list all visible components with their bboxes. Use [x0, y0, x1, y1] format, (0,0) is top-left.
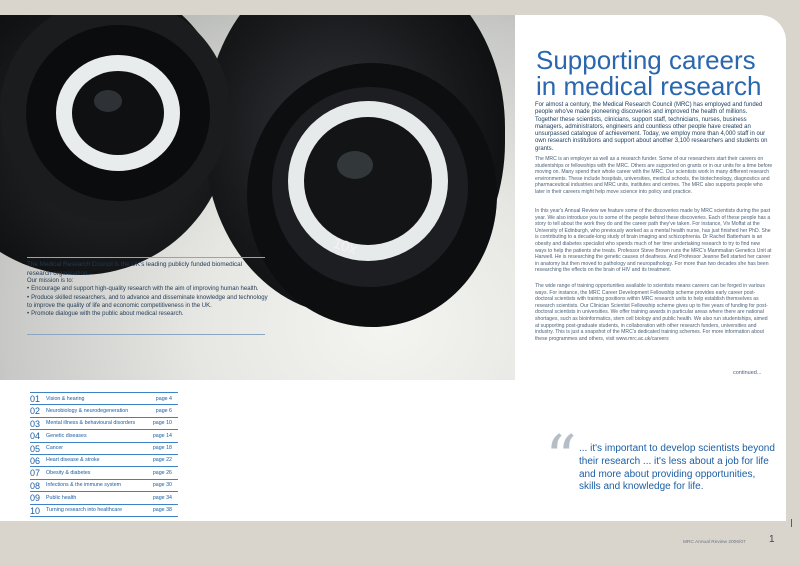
- footer-publication: MRC Annual Review 2006/07: [683, 540, 746, 545]
- mission-item: • Promote dialogue with the public about medical research.: [27, 310, 272, 318]
- toc-item[interactable]: [30, 505, 178, 517]
- toc-item[interactable]: [30, 455, 178, 467]
- page-sheet: [0, 15, 786, 521]
- toc-label: Heart disease & stroke: [46, 457, 100, 464]
- toc-number: 08: [30, 480, 41, 491]
- toc-number: 06: [30, 455, 41, 466]
- toc-item[interactable]: [30, 480, 178, 492]
- toc-number: 09: [30, 493, 41, 504]
- toc-label: Cancer: [46, 445, 64, 452]
- toc-label: Public health: [46, 494, 77, 501]
- toc-item[interactable]: [30, 443, 178, 455]
- toc-page: page 14: [152, 432, 172, 439]
- toc-number: 03: [30, 418, 41, 429]
- toc-item[interactable]: [30, 392, 178, 405]
- toc-page: page 30: [152, 482, 172, 489]
- toc-item[interactable]: [30, 418, 178, 430]
- toc-label: Genetic diseases: [46, 432, 87, 439]
- body-paragraph: The MRC is an employer as well as a research funder. Some of our researchers start their careers on studentships or fellowships with the MRC. Others are supported on grants or in our units for a time before moving on. Many spend their whole career with the MRC. Our scientists work in many different research environments. These include hospitals, universities, medical schools, the biotechnology, diagnostics and pharmaceutical industries and MRC units, institutes and centres. The MRC also supports people who later in their careers might help move science into policy and practice.: [535, 156, 773, 195]
- mrc-caption: The Medical Research Council is the UK's leading publicly funded biomedical research organisation.: [27, 261, 243, 277]
- mission-block: [27, 277, 272, 318]
- toc-number: 02: [30, 406, 41, 417]
- page-title: Supporting careers in medical research: [536, 45, 762, 102]
- caption-divider-bottom: [27, 334, 265, 335]
- toc-label: Infections & the immune system: [46, 482, 122, 489]
- intro-paragraph: For almost a century, the Medical Research Council (MRC) has employed and funded people who've made pioneering discoveries and improved the health of millions. Together these scientists, clinicians, support staff, technicians, nurses, business managers, administrators, engineers and countless other people have created an unsurpassed catalogue of achievement. Today, we employ more than 4,000 staff in our own research institutions and support about another 3,100 researchers and students on grants.: [535, 102, 768, 152]
- toc-item[interactable]: [30, 430, 178, 442]
- toc-label: Neurobiology & neurodegeneration: [46, 407, 129, 414]
- toc-label: Obesity & diabetes: [46, 469, 91, 476]
- continued-label: continued...: [733, 370, 762, 376]
- pull-quote: ... it's important to develop scientists beyond their research ... it's less about a job for life and more about providing opportunities, skills and knowledge for life.: [579, 443, 775, 493]
- toc-number: 07: [30, 468, 41, 479]
- eyepiece-illustration: [0, 15, 515, 380]
- toc-page: page 22: [152, 457, 172, 464]
- mission-heading: Our mission is to:: [27, 278, 74, 284]
- toc-page: page 4: [155, 395, 172, 402]
- toc-label: Turning research into healthcare: [46, 507, 123, 514]
- body-paragraph: The wide range of training opportunities available to scientists means careers can be forged in various ways. For instance, the MRC Career Development Fellowship scheme provides early career post-doctoral scientists with training positions within MRC research units to help establish themselves as research scientists. Our Clinician Scientist Fellowship scheme gives up to five years of funding for post-doctoral scientists in universities. We offer training awards in particular areas where there are national shortages, such as bioinformatics, stem cell biology and public health. We also run studentships, aimed at supporting post-graduate students, in collaboration with other research funders, universities and industry. This is just a snapshot of the MRC's dedicated training schemes. For more information about these programmes and others, visit www.mrc.ac.uk/careers: [535, 283, 768, 342]
- toc-page: page 18: [152, 445, 172, 452]
- page-edge-tick: [791, 519, 792, 527]
- toc-item[interactable]: [30, 492, 178, 504]
- microscope-photo: [0, 15, 515, 380]
- mission-item: • Produce skilled researchers, and to advance and disseminate knowledge and technology to improve the quality of life and economic competitiveness in the UK.: [27, 294, 272, 311]
- toc-page: page 38: [152, 507, 172, 514]
- toc-page: page 26: [152, 469, 172, 476]
- body-paragraph: In this year's Annual Review we feature some of the discoveries made by MRC scientists during the past year. We also introduce you to some of the people behind these discoveries. Each of these people has a story to tell about the work they do and the career path they've taken. For instance, Viv Moffat at the University of Edinburgh, who previously worked as a mental health nurse, has just finished her PhD. She is contributing to a decade-long study of brain imaging and schizophrenia. Dr Rachel Batterham is an obesity and diabetes specialist who spends much of her time undertaking research to try to find new ways to help the patients she treats. Professor Steve Brown runs the MRC's Mammalian Genetics Unit at Harwell. He is researching the genetic causes of deafness. And Professor Jeanne Bell started her career in anatomy but then moved to pathology and neuropathology. For more than two decades she has been researching the effects on the brain of HIV and its treatment.: [535, 208, 772, 274]
- toc-item[interactable]: [30, 467, 178, 479]
- lens-magnification-label: 10x: [330, 234, 360, 259]
- toc-page: page 34: [152, 494, 172, 501]
- page-number: 1: [769, 534, 775, 545]
- caption-divider-top: [27, 257, 265, 258]
- toc-number: 01: [30, 394, 41, 404]
- toc-number: 05: [30, 443, 41, 454]
- toc-number: 04: [30, 431, 41, 442]
- toc-label: Vision & hearing: [46, 395, 85, 402]
- contents-list: [30, 392, 178, 517]
- quote-mark-icon: “: [545, 421, 577, 494]
- toc-page: page 10: [152, 420, 172, 427]
- toc-page: page 6: [155, 407, 172, 414]
- toc-label: Mental illness & behavioural disorders: [46, 420, 136, 427]
- toc-number: 10: [30, 505, 41, 516]
- toc-item[interactable]: [30, 405, 178, 417]
- mission-item: • Encourage and support high-quality research with the aim of improving human health.: [27, 285, 272, 293]
